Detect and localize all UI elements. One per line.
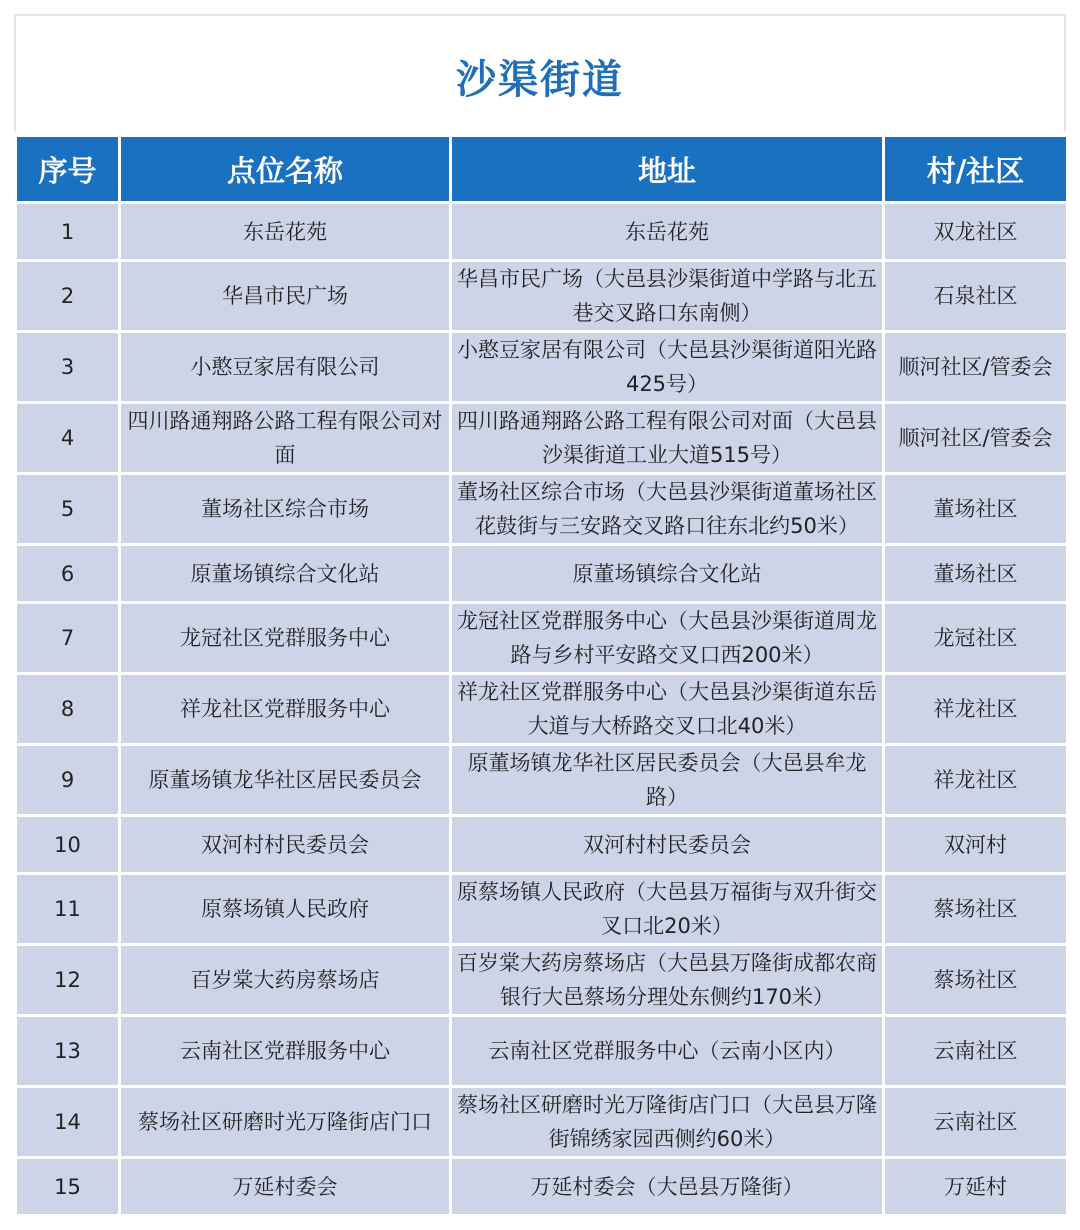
table-row — [17, 204, 1066, 259]
cell-community: 双河村 — [885, 817, 1066, 872]
cell-index: 2 — [17, 262, 118, 330]
cell-community: 顺河社区/管委会 — [885, 404, 1066, 472]
cell-address: 龙冠社区党群服务中心（大邑县沙渠街道周龙路与乡村平安路交叉口西200米） — [452, 604, 882, 672]
cell-name: 双河村村民委员会 — [121, 817, 449, 872]
table-row — [17, 1159, 1066, 1214]
cell-index: 10 — [17, 817, 118, 872]
cell-address: 原董场镇龙华社区居民委员会（大邑县牟龙路） — [452, 746, 882, 814]
cell-community: 石泉社区 — [885, 262, 1066, 330]
table-row — [17, 546, 1066, 601]
table-row — [17, 262, 1066, 330]
cell-index: 5 — [17, 475, 118, 543]
column-header-community: 村/社区 — [885, 137, 1066, 201]
table-row — [17, 817, 1066, 872]
table-row — [17, 475, 1066, 543]
cell-name: 四川路通翔路公路工程有限公司对面 — [121, 404, 449, 472]
cell-community: 祥龙社区 — [885, 746, 1066, 814]
cell-address: 董场社区综合市场（大邑县沙渠街道董场社区花鼓街与三安路交叉路口往东北约50米） — [452, 475, 882, 543]
cell-name: 祥龙社区党群服务中心 — [121, 675, 449, 743]
table-row — [17, 604, 1066, 672]
cell-address: 原蔡场镇人民政府（大邑县万福街与双升街交叉口北20米） — [452, 875, 882, 943]
cell-address: 百岁棠大药房蔡场店（大邑县万隆街成都农商银行大邑蔡场分理处东侧约170米） — [452, 946, 882, 1014]
cell-index: 8 — [17, 675, 118, 743]
column-header-name: 点位名称 — [121, 137, 449, 201]
title-banner — [14, 14, 1066, 132]
cell-address: 华昌市民广场（大邑县沙渠街道中学路与北五巷交叉路口东南侧） — [452, 262, 882, 330]
cell-address: 祥龙社区党群服务中心（大邑县沙渠街道东岳大道与大桥路交叉口北40米） — [452, 675, 882, 743]
cell-community: 蔡场社区 — [885, 946, 1066, 1014]
cell-name: 万延村委会 — [121, 1159, 449, 1214]
table-row — [17, 746, 1066, 814]
cell-name: 蔡场社区研磨时光万隆街店门口 — [121, 1088, 449, 1156]
cell-name: 原董场镇综合文化站 — [121, 546, 449, 601]
column-header-address: 地址 — [452, 137, 882, 201]
cell-name: 云南社区党群服务中心 — [121, 1017, 449, 1085]
cell-index: 9 — [17, 746, 118, 814]
table-row — [17, 875, 1066, 943]
table-row — [17, 675, 1066, 743]
cell-address: 蔡场社区研磨时光万隆街店门口（大邑县万隆街锦绣家园西侧约60米） — [452, 1088, 882, 1156]
table-row — [17, 404, 1066, 472]
table-row — [17, 1017, 1066, 1085]
cell-name: 百岁棠大药房蔡场店 — [121, 946, 449, 1014]
cell-index: 12 — [17, 946, 118, 1014]
cell-address: 小憨豆家居有限公司（大邑县沙渠街道阳光路425号） — [452, 333, 882, 401]
cell-name: 小憨豆家居有限公司 — [121, 333, 449, 401]
cell-community: 万延村 — [885, 1159, 1066, 1214]
cell-name: 原蔡场镇人民政府 — [121, 875, 449, 943]
cell-address: 东岳花苑 — [452, 204, 882, 259]
cell-community: 顺河社区/管委会 — [885, 333, 1066, 401]
cell-address: 云南社区党群服务中心（云南小区内） — [452, 1017, 882, 1085]
cell-community: 董场社区 — [885, 546, 1066, 601]
cell-address: 四川路通翔路公路工程有限公司对面（大邑县沙渠街道工业大道515号） — [452, 404, 882, 472]
page-title: 沙渠街道 — [456, 57, 624, 103]
points-table — [14, 134, 1069, 1217]
cell-community: 蔡场社区 — [885, 875, 1066, 943]
cell-community: 云南社区 — [885, 1088, 1066, 1156]
cell-community: 祥龙社区 — [885, 675, 1066, 743]
cell-name: 东岳花苑 — [121, 204, 449, 259]
cell-index: 6 — [17, 546, 118, 601]
cell-index: 4 — [17, 404, 118, 472]
cell-name: 董场社区综合市场 — [121, 475, 449, 543]
cell-community: 双龙社区 — [885, 204, 1066, 259]
table-row — [17, 333, 1066, 401]
cell-name: 龙冠社区党群服务中心 — [121, 604, 449, 672]
cell-index: 14 — [17, 1088, 118, 1156]
cell-community: 董场社区 — [885, 475, 1066, 543]
cell-address: 双河村村民委员会 — [452, 817, 882, 872]
cell-index: 13 — [17, 1017, 118, 1085]
cell-index: 3 — [17, 333, 118, 401]
cell-name: 华昌市民广场 — [121, 262, 449, 330]
cell-index: 7 — [17, 604, 118, 672]
cell-name: 原董场镇龙华社区居民委员会 — [121, 746, 449, 814]
cell-index: 1 — [17, 204, 118, 259]
table-row — [17, 946, 1066, 1014]
table-row — [17, 1088, 1066, 1156]
table-header-row — [17, 137, 1066, 201]
cell-index: 15 — [17, 1159, 118, 1214]
cell-community: 龙冠社区 — [885, 604, 1066, 672]
column-header-index: 序号 — [17, 137, 118, 201]
cell-index: 11 — [17, 875, 118, 943]
cell-address: 万延村委会（大邑县万隆街） — [452, 1159, 882, 1214]
cell-community: 云南社区 — [885, 1017, 1066, 1085]
cell-address: 原董场镇综合文化站 — [452, 546, 882, 601]
